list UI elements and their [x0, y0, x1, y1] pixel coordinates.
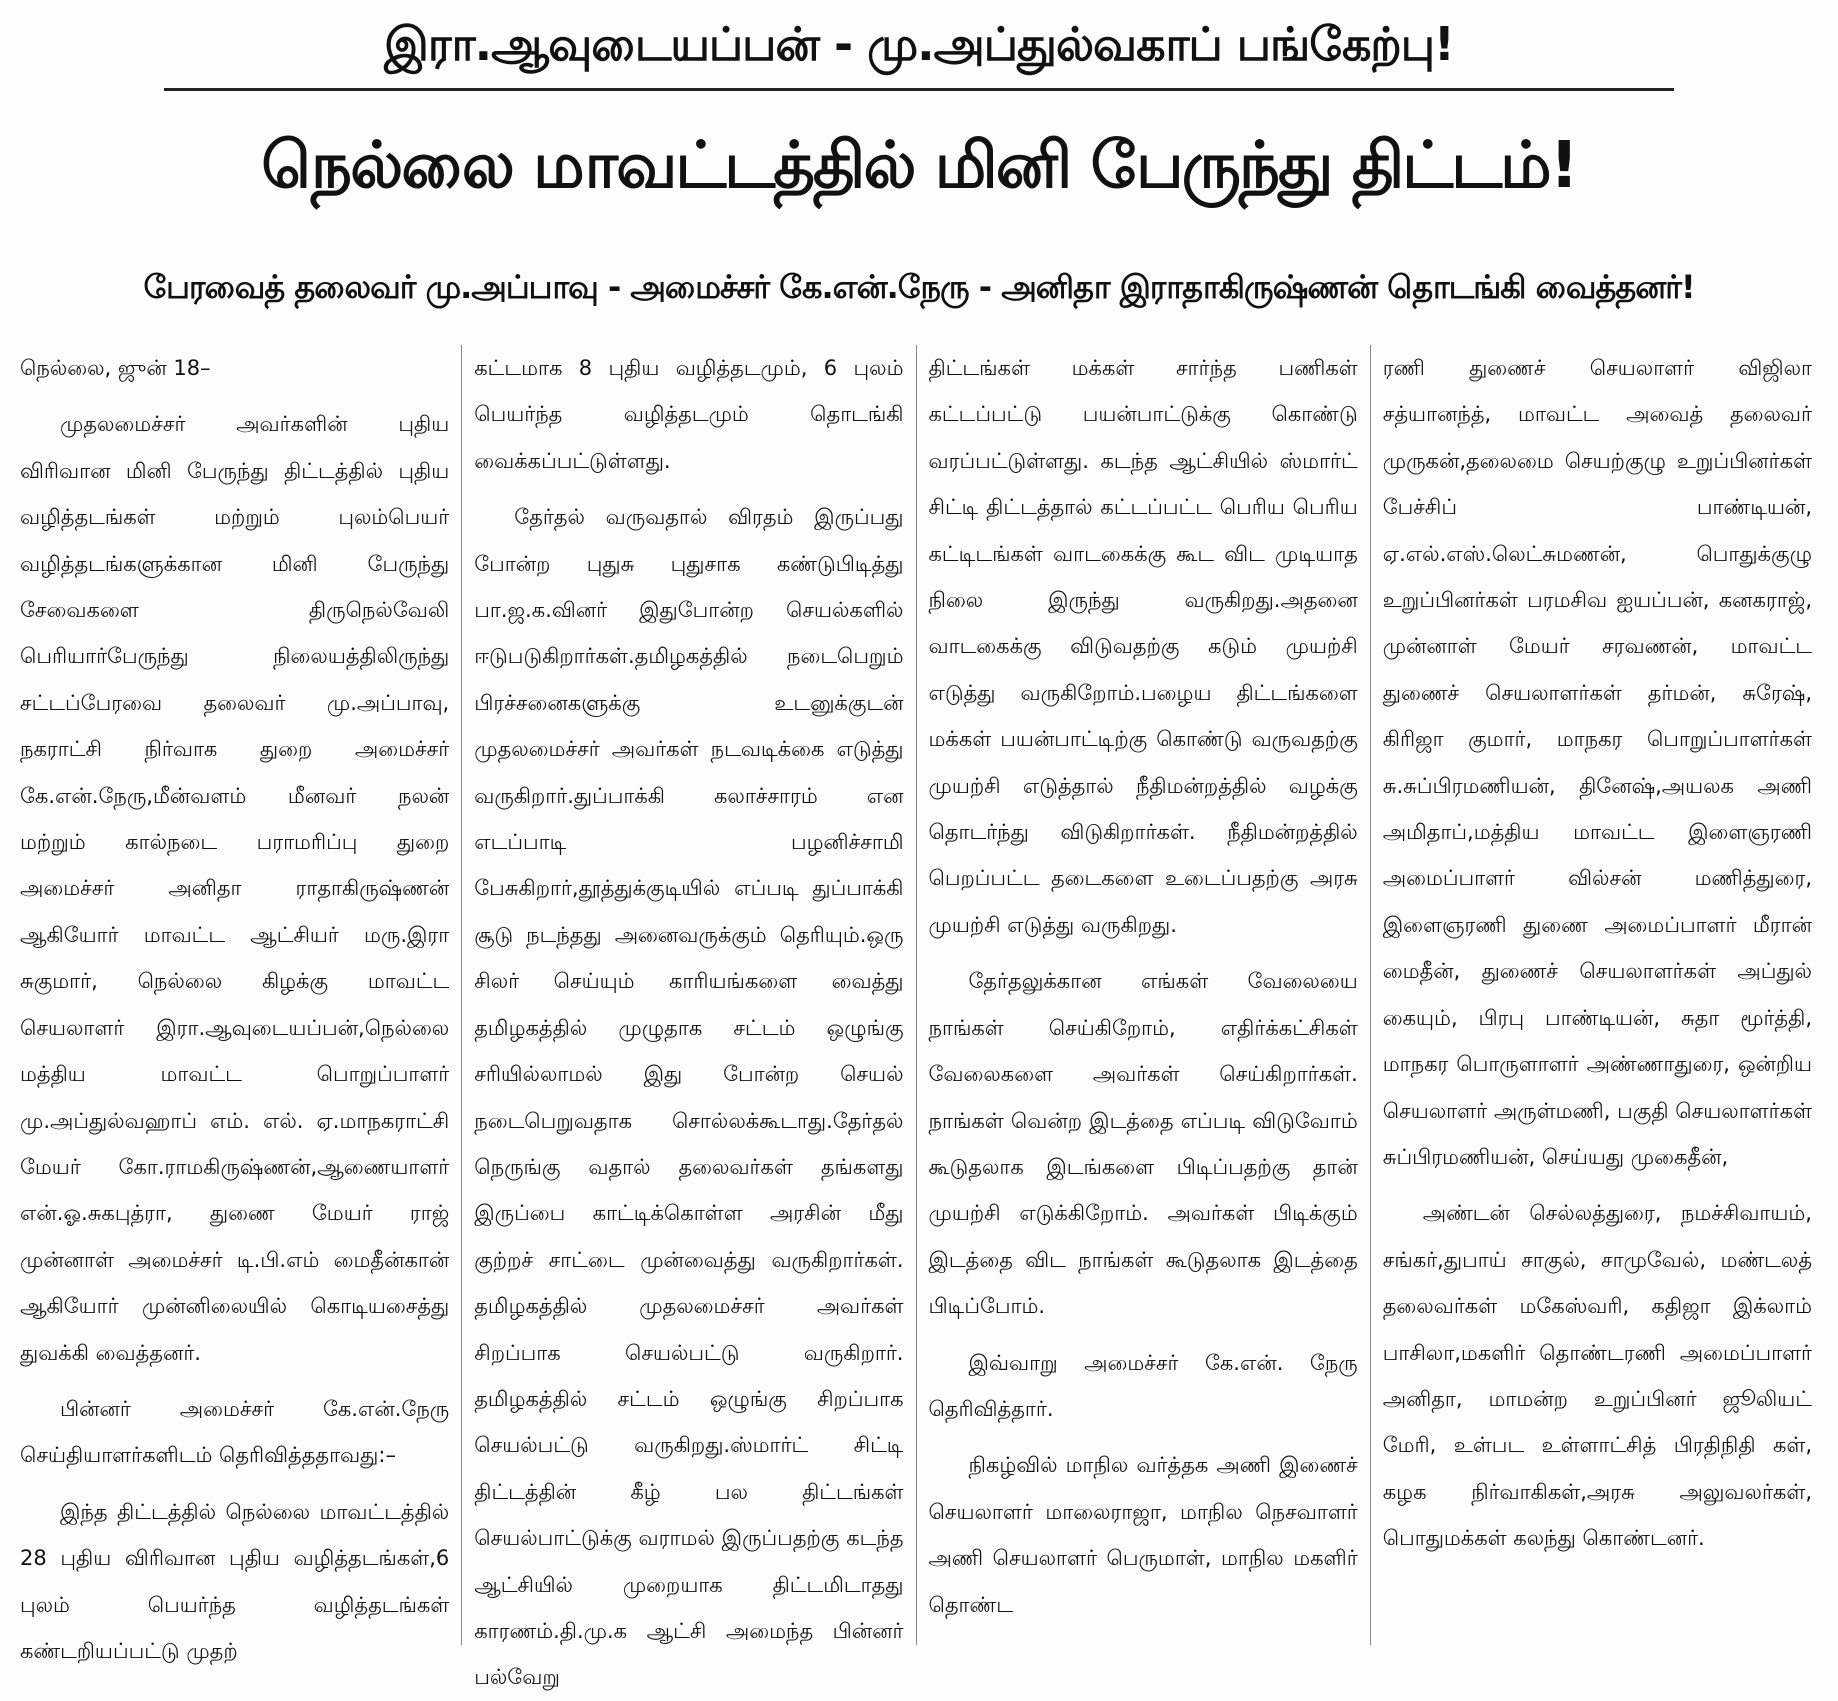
paragraph: திட்டங்கள் மக்கள் சார்ந்த பணிகள் கட்டப்பட்டு பயன்பாட்டுக்கு கொண்டு வரப்பட்டுள்ளது. கடந்த ஆட்சியில் ஸ்மார்ட் சிட்டி திட்டத்தால் கட்டப்பட்ட பெரிய பெரிய கட்டிடங்கள் வாடகைக்கு கூட விட முடியாத நிலை இருந்து வருகிறது.அதனை வாடகைக்கு விடுவதற்கு கடும் முயற்சி எடுத்து வருகிறோம்.பழைய திட்டங்களை மக்கள் பயன்பாட்டிற்கு கொண்டு வருவதற்கு முயற்சி எடுத்தால் நீதிமன்றத்தில் வழக்கு தொடர்ந்து விடுகிறார்கள். நீதிமன்றத்தில் பெறப்பட்ட தடைகளை உடைப்பதற்கு அரசு முயற்சி எடுத்து வருகிறது.: [928, 356, 1358, 937]
paragraph: முதலமைச்சர் அவர்களின் புதிய விரிவான மினி பேருந்து திட்டத்தில் புதிய வழித்தடங்கள் மற்றும் புலம்பெயர் வழித்தடங்களுக்கான மினி பேருந்து சேவைகளை திருநெல்வேலி பெரியார்பேருந்து நிலையத்திலிருந்து சட்டப்பேரவை தலைவர் மு.அப்பாவு, நகராட்சி நிர்வாக துறை அமைச்சர் கே.என்.நேரு,மீன்வளம் மீனவர் நலன் மற்றும் கால்நடை பராமரிப்பு துறை அமைச்சர் அனிதா ராதாகிருஷ்ணன் ஆகியோர் மாவட்ட ஆட்சியர் மரு.இரா சுகுமார், நெல்லை கிழக்கு மாவட்ட செயலாளர் இரா.ஆவுடையப்பன்,நெல்லை மத்திய மாவட்ட பொறுப்பாளர் மு.அப்துல்வஹாப் எம். எல். ஏ.மாநகராட்சி மேயர் கோ.ராமகிருஷ்ணன்,ஆணையாளர் என்.ஓ.சுகபுத்ரா, துணை மேயர் ராஜ் முன்னாள் அமைச்சர் டி.பி.எம் மைதீன்கான் ஆகியோர் முன்னிலையில் கொடியசைத்து துவக்கி வைத்தனர்.: [20, 412, 450, 1365]
paragraph: ரணி துணைச் செயலாளர் விஜிலா சத்யானந்த், மாவட்ட அவைத் தலைவர் முருகன்,தலைமை செயற்குழு உறுப்பினர்கள் பேச்சிப் பாண்டியன், ஏ.எல்.எஸ்.லெட்சுமணன், பொதுக்குழு உறுப்பினர்கள் பரமசிவ ஐயப்பன், கனகராஜ், முன்னாள் மேயர் சரவணன், மாவட்ட துணைச் செயலாளர்கள் தர்மன், சுரேஷ், கிரிஜா குமார், மாநகர பொறுப்பாளர்கள் சு.சுப்பிரமணியன், தினேஷ்,அயலக அணி அமிதாப்,மத்திய மாவட்ட இளைஞரணி அமைப்பாளர் வில்சன் மணித்துரை, இளைஞரணி துணை அமைப்பாளர் மீரான் மைதீன், துணைச் செயலாளர்கள் அப்துல் கையும், பிரபு பாண்டியன், சுதா மூர்த்தி, மாநகர பொருளாளர் அண்ணாதுரை, ஒன்றிய செயலாளர் அருள்மணி, பகுதி செயலாளர்கள் சுப்பிரமணியன், செய்யது முகைதீன்,: [1382, 356, 1812, 1169]
sub-headline: பேரவைத் தலைவர் மு.அப்பாவு - அமைச்சர் கே.என்.நேரு - அனிதா இராதாகிருஷ்ணன் தொடங்கி வைத்தனர்!: [143, 268, 1695, 306]
article-column-2: [461, 345, 915, 1690]
kicker-headline: இரா.ஆவுடையப்பன் - மு.அப்துல்வகாப் பங்கேற்பு!: [164, 0, 1674, 91]
paragraph: கட்டமாக 8 புதிய வழித்தடமும், 6 புலம் பெயர்ந்த வழித்தடமும் தொடங்கி வைக்கப்பட்டுள்ளது.: [474, 356, 904, 473]
dateline: நெல்லை, ஜுன் 18–: [20, 356, 211, 380]
article-column-1: [14, 345, 461, 1663]
article-body: [14, 345, 1824, 1690]
paragraph: தேர்தல் வருவதால் விரதம் இருப்பது போன்ற புதுசு புதுசாக கண்டுபிடித்து பா.ஜ.க.வினர் இதுபோன்ற செயல்களில் ஈடுபடுகிறார்கள்.தமிழகத்தில் நடைபெறும் பிரச்சனைகளுக்கு உடனுக்குடன் முதலமைச்சர் அவர்கள் நடவடிக்கை எடுத்து வருகிறார்.துப்பாக்கி கலாச்சாரம் என எடப்பாடி பழனிச்சாமி பேசுகிறார்,தூத்துக்குடியில் எப்படி துப்பாக்கி சூடு நடந்தது அனைவருக்கும் தெரியும்.ஒரு சிலர் செய்யும் காரியங்களை வைத்து தமிழகத்தில் முழுதாக சட்டம் ஒழுங்கு சரியில்லாமல் இது போன்ற செயல் நடைபெறுவதாக சொல்லக்கூடாது.தேர்தல் நெருங்கு வதால் தலைவர்கள் தங்களது இருப்பை காட்டிக்கொள்ள அரசின் மீது குற்றச் சாட்டை முன்வைத்து வருகிறார்கள். தமிழகத்தில் முதலமைச்சர் அவர்கள் சிறப்பாக செயல்பட்டு வருகிறார். தமிழகத்தில் சட்டம் ஒழுங்கு சிறப்பாக செயல்பட்டு வருகிறது.ஸ்மார்ட் சிட்டி திட்டத்தின் கீழ் பல திட்டங்கள் செயல்பாட்டுக்கு வராமல் இருப்பதற்கு கடந்த ஆட்சியில் முறையாக திட்டமிடாதது காரணம்.தி.மு.க ஆட்சி அமைந்த பின்னர் பல்வேறு: [474, 505, 904, 1690]
article-column-3: [916, 345, 1370, 1645]
paragraph: பின்னர் அமைச்சர் கே.என்.நேரு செய்தியாளர்களிடம் தெரிவித்ததாவது:–: [20, 1396, 450, 1468]
paragraph: தேர்தலுக்கான எங்கள் வேலையை நாங்கள் செய்கிறோம், எதிர்க்கட்சிகள் வேலைகளை அவர்கள் செய்கிறார்கள். நாங்கள் வென்ற இடத்தை எப்படி விடுவோம் கூடுதலாக இடங்களை பிடிப்பதற்கு தான் முயற்சி எடுக்கிறோம். அவர்கள் பிடிக்கும் இடத்தை விட நாங்கள் கூடுதலாக இடத்தை பிடிப்போம்.: [928, 969, 1358, 1319]
paragraph: நிகழ்வில் மாநில வர்த்தக அணி இணைச் செயலாளர் மாலைராஜா, மாநில நெசவாளர் அணி செயலாளர் பெருமாள், மாநில மகளிர் தொண்ட: [928, 1453, 1358, 1617]
article-column-4: [1370, 345, 1824, 1645]
main-headline: நெல்லை மாவட்டத்தில் மினி பேருந்து திட்டம்!: [261, 129, 1577, 203]
paragraph: இந்த திட்டத்தில் நெல்லை மாவட்டத்தில் 28 புதிய விரிவான புதிய வழித்தடங்கள்,6 புலம் பெயர்ந்த வழித்தடங்கள் கண்டறியப்பட்டு முதற்: [20, 1499, 450, 1663]
paragraph: இவ்வாறு அமைச்சர் கே.என். நேரு தெரிவித்தார்.: [928, 1350, 1358, 1421]
paragraph: அண்டன் செல்லத்துரை, நமச்சிவாயம், சங்கர்,துபாய் சாகுல், சாமுவேல், மண்டலத் தலைவர்கள் மகேஸ்வரி, கதிஜா இக்லாம் பாசிலா,மகளிர் தொண்டரணி அமைப்பாளர் அனிதா, மாமன்ற உறுப்பினர் ஜூலியட் மேரி, உள்பட உள்ளாட்சித் பிரதிநிதி கள், கழக நிர்வாகிகள்,அரசு அலுவலர்கள், பொதுமக்கள் கலந்து கொண்டனர்.: [1382, 1201, 1812, 1551]
